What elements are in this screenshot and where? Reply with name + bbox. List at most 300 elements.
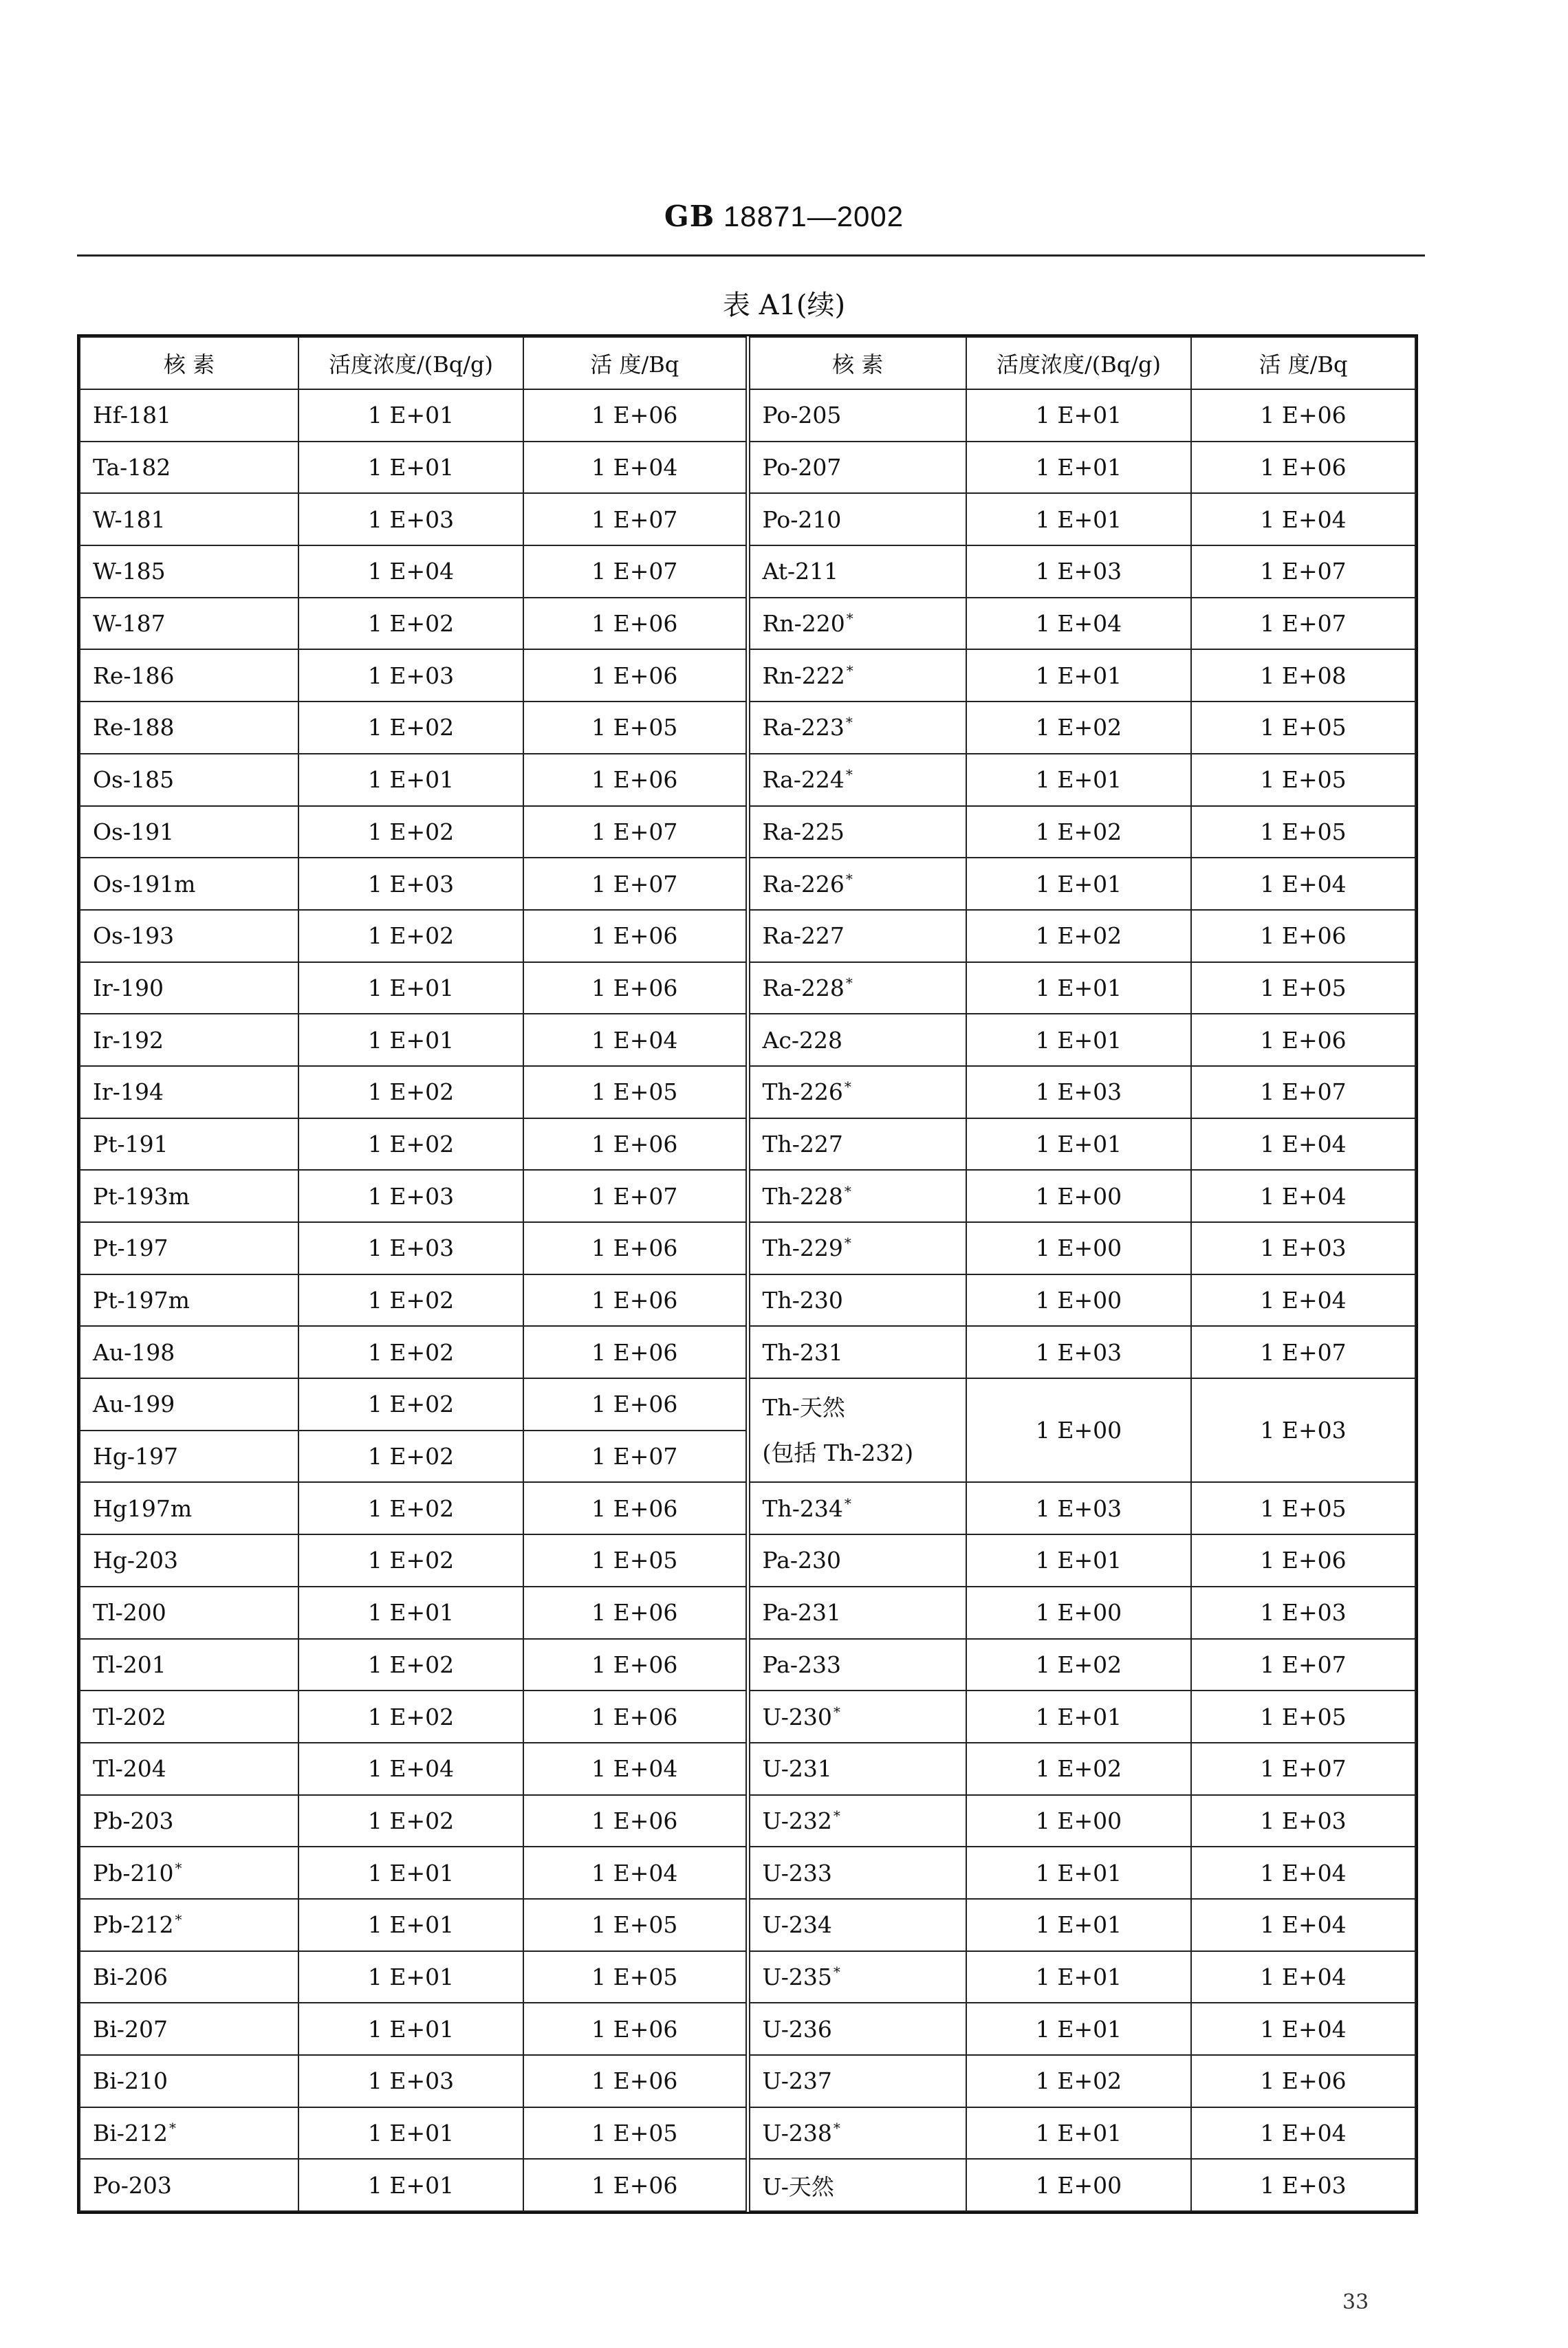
- footnote-mark: *: [845, 766, 853, 783]
- nuclide-table: [79, 336, 1416, 2212]
- nuclide-name: Th-234: [762, 1494, 843, 1522]
- table-row: [80, 1951, 1415, 2003]
- concentration-cell: 1 E+02: [966, 702, 1191, 754]
- nuclide-name: Os-191: [93, 818, 175, 845]
- nuclide-name-note: (包括 Th-232): [762, 1439, 914, 1466]
- nuclide-cell: [80, 1170, 298, 1222]
- activity-cell: 1 E+06: [1191, 2055, 1415, 2107]
- nuclide-name: Rn-222: [762, 662, 845, 689]
- standard-number: 18871—2002: [723, 200, 904, 232]
- nuclide-name: Th-231: [762, 1338, 843, 1366]
- nuclide-name: Ir-192: [93, 1026, 164, 1054]
- nuclide-name: Tl-200: [93, 1599, 166, 1627]
- nuclide-name: Bi-210: [93, 2067, 168, 2095]
- concentration-cell: 1 E+02: [298, 702, 523, 754]
- nuclide-cell: [80, 1274, 298, 1327]
- footnote-mark: *: [845, 974, 853, 991]
- concentration-cell: 1 E+01: [966, 1899, 1191, 1951]
- nuclide-name: U-天然: [762, 2173, 834, 2200]
- concentration-cell: 1 E+01: [966, 962, 1191, 1014]
- col-header-concentration-left: 活度浓度/(Bq/g): [298, 337, 523, 389]
- activity-cell: 1 E+05: [523, 1066, 748, 1118]
- nuclide-cell: [748, 1795, 966, 1847]
- nuclide-cell: [748, 2003, 966, 2055]
- activity-cell: 1 E+04: [1191, 1118, 1415, 1171]
- concentration-cell: 1 E+01: [298, 962, 523, 1014]
- nuclide-cell: [748, 1378, 966, 1482]
- activity-cell: 1 E+06: [523, 1482, 748, 1534]
- nuclide-name: Tl-202: [93, 1703, 166, 1730]
- activity-cell: 1 E+04: [1191, 1170, 1415, 1222]
- activity-cell: 1 E+06: [1191, 910, 1415, 962]
- nuclide-cell: [80, 1326, 298, 1378]
- nuclide-name: Pa-230: [762, 1547, 842, 1574]
- nuclide-cell: [748, 1639, 966, 1691]
- concentration-cell: 1 E+01: [966, 858, 1191, 910]
- nuclide-name: Pb-210: [93, 1859, 174, 1887]
- nuclide-cell: [748, 754, 966, 806]
- activity-cell: 1 E+06: [1191, 1014, 1415, 1066]
- concentration-cell: 1 E+02: [298, 1795, 523, 1847]
- nuclide-cell: [748, 1066, 966, 1118]
- footnote-mark: *: [833, 2120, 840, 2137]
- nuclide-name: U-234: [762, 1911, 832, 1939]
- col-header-nuclide-left: 核 素: [80, 337, 298, 389]
- nuclide-cell: [80, 1951, 298, 2003]
- nuclide-cell: [748, 702, 966, 754]
- concentration-cell: 1 E+03: [298, 493, 523, 545]
- footnote-mark: *: [833, 1703, 840, 1720]
- standard-prefix: GB: [664, 199, 715, 233]
- activity-cell: 1 E+06: [523, 649, 748, 702]
- table-row: [80, 1274, 1415, 1327]
- concentration-cell: 1 E+01: [966, 2107, 1191, 2160]
- concentration-cell: 1 E+03: [966, 1326, 1191, 1378]
- nuclide-name: Pt-193m: [93, 1182, 190, 1210]
- nuclide-name: Bi-206: [93, 1963, 168, 1990]
- nuclide-name: Hg197m: [93, 1494, 193, 1522]
- activity-cell: 1 E+06: [523, 2055, 748, 2107]
- nuclide-name: Au-199: [93, 1391, 175, 1418]
- concentration-cell: 1 E+02: [298, 1639, 523, 1691]
- activity-cell: 1 E+07: [523, 1170, 748, 1222]
- footnote-mark: *: [844, 1078, 851, 1096]
- table-row: [80, 1326, 1415, 1378]
- footnote-mark: *: [175, 1859, 182, 1876]
- nuclide-name: At-211: [762, 558, 839, 585]
- activity-cell: 1 E+05: [523, 702, 748, 754]
- activity-cell: 1 E+07: [523, 493, 748, 545]
- nuclide-name: Hg-203: [93, 1547, 179, 1574]
- nuclide-name: U-236: [762, 2015, 832, 2043]
- nuclide-cell: [80, 1743, 298, 1795]
- footnote-mark: *: [844, 1182, 851, 1199]
- nuclide-name: Ra-225: [762, 818, 845, 845]
- concentration-cell: 1 E+03: [966, 1482, 1191, 1534]
- nuclide-name: Th-228: [762, 1182, 843, 1210]
- activity-cell: 1 E+05: [523, 1951, 748, 2003]
- activity-cell: 1 E+06: [523, 389, 748, 442]
- concentration-cell: 1 E+01: [298, 2107, 523, 2160]
- nuclide-name: U-235: [762, 1963, 832, 1990]
- activity-cell: 1 E+05: [523, 1534, 748, 1587]
- nuclide-cell: [748, 649, 966, 702]
- nuclide-cell: [748, 1170, 966, 1222]
- nuclide-cell: [80, 910, 298, 962]
- activity-cell: 1 E+06: [523, 962, 748, 1014]
- activity-cell: 1 E+06: [523, 754, 748, 806]
- nuclide-name: Pa-231: [762, 1599, 842, 1627]
- activity-cell: 1 E+06: [523, 1222, 748, 1274]
- standard-code: [0, 199, 1568, 233]
- concentration-cell: 1 E+01: [966, 1951, 1191, 2003]
- nuclide-cell: [748, 1118, 966, 1171]
- activity-cell: 1 E+06: [523, 1691, 748, 1743]
- nuclide-name: Rn-220: [762, 610, 845, 638]
- activity-cell: 1 E+07: [1191, 545, 1415, 598]
- nuclide-cell: [80, 442, 298, 494]
- nuclide-cell: [80, 1847, 298, 1899]
- concentration-cell: 1 E+04: [298, 545, 523, 598]
- table-row: [80, 1639, 1415, 1691]
- nuclide-name: Pb-212: [93, 1911, 174, 1939]
- activity-cell: 1 E+06: [523, 1274, 748, 1327]
- table-row: [80, 754, 1415, 806]
- nuclide-cell: [80, 649, 298, 702]
- nuclide-name: Ta-182: [93, 454, 171, 481]
- nuclide-name: Os-185: [93, 766, 175, 794]
- nuclide-name: Pt-197: [93, 1235, 168, 1262]
- nuclide-cell: [80, 1795, 298, 1847]
- concentration-cell: 1 E+01: [966, 1014, 1191, 1066]
- concentration-cell: 1 E+01: [966, 754, 1191, 806]
- nuclide-cell: [748, 2159, 966, 2211]
- activity-cell: 1 E+05: [1191, 1691, 1415, 1743]
- nuclide-cell: [80, 2055, 298, 2107]
- activity-cell: 1 E+06: [1191, 442, 1415, 494]
- concentration-cell: 1 E+01: [966, 1534, 1191, 1587]
- concentration-cell: 1 E+02: [298, 1534, 523, 1587]
- activity-cell: 1 E+06: [1191, 389, 1415, 442]
- table-row: [80, 1170, 1415, 1222]
- nuclide-name: Pb-203: [93, 1807, 174, 1834]
- nuclide-cell: [80, 702, 298, 754]
- nuclide-cell: [748, 1847, 966, 1899]
- activity-cell: 1 E+06: [523, 1795, 748, 1847]
- activity-cell: 1 E+06: [523, 1639, 748, 1691]
- nuclide-cell: [748, 1743, 966, 1795]
- nuclide-cell: [748, 1534, 966, 1587]
- table-row: [80, 1587, 1415, 1639]
- nuclide-cell: [748, 389, 966, 442]
- concentration-cell: 1 E+02: [298, 1482, 523, 1534]
- activity-cell: 1 E+05: [1191, 1482, 1415, 1534]
- table-row: [80, 1066, 1415, 1118]
- concentration-cell: 1 E+01: [966, 649, 1191, 702]
- activity-cell: 1 E+06: [523, 1378, 748, 1431]
- concentration-cell: 1 E+00: [966, 1795, 1191, 1847]
- nuclide-cell: [748, 910, 966, 962]
- table-row: [80, 493, 1415, 545]
- nuclide-name: Os-191m: [93, 870, 196, 898]
- nuclide-cell: [80, 545, 298, 598]
- nuclide-name: W-185: [93, 558, 166, 585]
- nuclide-name: Po-203: [93, 2171, 172, 2199]
- concentration-cell: 1 E+01: [966, 1118, 1191, 1171]
- activity-cell: 1 E+07: [1191, 1743, 1415, 1795]
- nuclide-name: W-187: [93, 610, 166, 638]
- concentration-cell: 1 E+01: [966, 1847, 1191, 1899]
- concentration-cell: 1 E+01: [298, 1951, 523, 2003]
- activity-cell: 1 E+06: [523, 2003, 748, 2055]
- table-row: [80, 858, 1415, 910]
- nuclide-name: Hg-197: [93, 1443, 179, 1470]
- table-row: [80, 962, 1415, 1014]
- activity-cell: 1 E+04: [1191, 2107, 1415, 2160]
- table-row: [80, 1847, 1415, 1899]
- concentration-cell: 1 E+02: [966, 910, 1191, 962]
- nuclide-cell: [748, 1899, 966, 1951]
- nuclide-name: Bi-207: [93, 2015, 168, 2043]
- nuclide-cell: [748, 1691, 966, 1743]
- nuclide-cell: [748, 806, 966, 858]
- activity-cell: 1 E+07: [1191, 1639, 1415, 1691]
- nuclide-cell: [748, 962, 966, 1014]
- concentration-cell: 1 E+01: [966, 493, 1191, 545]
- activity-cell: 1 E+07: [523, 545, 748, 598]
- activity-cell: 1 E+06: [523, 1326, 748, 1378]
- table-row: [80, 1534, 1415, 1587]
- nuclide-name: Po-205: [762, 402, 842, 429]
- table-row: [80, 1222, 1415, 1274]
- nuclide-cell: [748, 545, 966, 598]
- table-row: [80, 1691, 1415, 1743]
- nuclide-name: Ir-194: [93, 1078, 164, 1106]
- nuclide-cell: [748, 493, 966, 545]
- activity-cell: 1 E+04: [1191, 493, 1415, 545]
- footnote-mark: *: [175, 1911, 182, 1928]
- table-title: 表 A1(续): [722, 290, 846, 321]
- table-row: [80, 1118, 1415, 1171]
- nuclide-cell: [748, 442, 966, 494]
- table-row: [80, 1014, 1415, 1066]
- table-row: [80, 2159, 1415, 2211]
- nuclide-name: Re-186: [93, 662, 175, 689]
- col-header-activity-left: 活 度/Bq: [523, 337, 748, 389]
- table-row: [80, 702, 1415, 754]
- nuclide-cell: [80, 1587, 298, 1639]
- concentration-cell: 1 E+00: [966, 1378, 1191, 1482]
- activity-cell: 1 E+06: [1191, 1534, 1415, 1587]
- activity-cell: 1 E+05: [1191, 806, 1415, 858]
- nuclide-name: Os-193: [93, 922, 175, 950]
- nuclide-name: Tl-204: [93, 1755, 166, 1783]
- activity-cell: 1 E+06: [523, 2159, 748, 2211]
- activity-cell: 1 E+03: [1191, 1587, 1415, 1639]
- concentration-cell: 1 E+04: [298, 1743, 523, 1795]
- concentration-cell: 1 E+02: [298, 1378, 523, 1431]
- activity-cell: 1 E+07: [1191, 598, 1415, 650]
- nuclide-cell: [80, 1899, 298, 1951]
- nuclide-name: U-230: [762, 1703, 832, 1730]
- table-row: [80, 598, 1415, 650]
- footnote-mark: *: [846, 662, 853, 679]
- nuclide-name: Re-188: [93, 714, 175, 741]
- table-row: [80, 910, 1415, 962]
- concentration-cell: 1 E+01: [298, 754, 523, 806]
- table-row: [80, 1743, 1415, 1795]
- activity-cell: 1 E+07: [523, 858, 748, 910]
- activity-cell: 1 E+06: [523, 1118, 748, 1171]
- activity-cell: 1 E+04: [1191, 1899, 1415, 1951]
- nuclide-name: Ra-224: [762, 766, 845, 794]
- activity-cell: 1 E+03: [1191, 1378, 1415, 1482]
- table-row: [80, 1378, 1415, 1431]
- nuclide-cell: [80, 1639, 298, 1691]
- concentration-cell: 1 E+02: [298, 806, 523, 858]
- activity-cell: 1 E+04: [1191, 2003, 1415, 2055]
- nuclide-cell: [80, 2159, 298, 2211]
- concentration-cell: 1 E+03: [298, 1222, 523, 1274]
- nuclide-cell: [80, 389, 298, 442]
- table-row: [80, 806, 1415, 858]
- activity-cell: 1 E+04: [523, 1847, 748, 1899]
- table-header-row: [80, 337, 1415, 389]
- concentration-cell: 1 E+00: [966, 2159, 1191, 2211]
- nuclide-cell: [80, 1534, 298, 1587]
- table-row: [80, 1795, 1415, 1847]
- page-number: 33: [1342, 2290, 1369, 2314]
- concentration-cell: 1 E+02: [966, 1743, 1191, 1795]
- concentration-cell: 1 E+01: [298, 1587, 523, 1639]
- activity-cell: 1 E+05: [523, 2107, 748, 2160]
- nuclide-name: Hf-181: [93, 402, 171, 429]
- nuclide-cell: [748, 1951, 966, 2003]
- nuclide-cell: [80, 1378, 298, 1431]
- nuclide-name: Ra-228: [762, 974, 845, 1001]
- nuclide-name: W-181: [93, 506, 166, 533]
- nuclide-name: Th-230: [762, 1287, 843, 1314]
- footnote-mark: *: [844, 1494, 851, 1512]
- nuclide-name: Pa-233: [762, 1651, 842, 1678]
- nuclide-cell: [80, 754, 298, 806]
- table-row: [80, 389, 1415, 442]
- concentration-cell: 1 E+02: [298, 1274, 523, 1327]
- nuclide-cell: [748, 1222, 966, 1274]
- nuclide-cell: [80, 1482, 298, 1534]
- col-header-activity-right: 活 度/Bq: [1191, 337, 1415, 389]
- nuclide-cell: [748, 1326, 966, 1378]
- table-row: [80, 1899, 1415, 1951]
- nuclide-cell: [80, 2003, 298, 2055]
- nuclide-name: Pt-191: [93, 1130, 168, 1157]
- concentration-cell: 1 E+03: [298, 1170, 523, 1222]
- concentration-cell: 1 E+02: [298, 598, 523, 650]
- activity-cell: 1 E+05: [1191, 754, 1415, 806]
- activity-cell: 1 E+06: [523, 598, 748, 650]
- nuclide-name: U-238: [762, 2120, 832, 2147]
- activity-cell: 1 E+04: [1191, 1274, 1415, 1327]
- concentration-cell: 1 E+03: [966, 1066, 1191, 1118]
- activity-cell: 1 E+07: [1191, 1326, 1415, 1378]
- activity-cell: 1 E+03: [1191, 2159, 1415, 2211]
- concentration-cell: 1 E+01: [298, 442, 523, 494]
- nuclide-name: Bi-212: [93, 2120, 168, 2147]
- activity-cell: 1 E+07: [523, 1431, 748, 1483]
- nuclide-name: Ra-227: [762, 922, 845, 950]
- concentration-cell: 1 E+01: [298, 1899, 523, 1951]
- concentration-cell: 1 E+01: [966, 1691, 1191, 1743]
- activity-cell: 1 E+08: [1191, 649, 1415, 702]
- footnote-mark: *: [845, 714, 853, 731]
- activity-cell: 1 E+07: [523, 806, 748, 858]
- table-row: [80, 545, 1415, 598]
- table-row: [80, 649, 1415, 702]
- activity-cell: 1 E+04: [1191, 1951, 1415, 2003]
- activity-cell: 1 E+05: [1191, 962, 1415, 1014]
- activity-cell: 1 E+03: [1191, 1222, 1415, 1274]
- footnote-mark: *: [168, 2120, 176, 2137]
- concentration-cell: 1 E+03: [298, 649, 523, 702]
- footnote-mark: *: [833, 1807, 840, 1824]
- nuclide-cell: [748, 2107, 966, 2160]
- nuclide-cell: [748, 1014, 966, 1066]
- nuclide-cell: [80, 1222, 298, 1274]
- nuclide-cell: [80, 598, 298, 650]
- nuclide-name: Po-210: [762, 506, 842, 533]
- nuclide-cell: [748, 2055, 966, 2107]
- concentration-cell: 1 E+00: [966, 1222, 1191, 1274]
- table-row: [80, 442, 1415, 494]
- nuclide-name: Ra-226: [762, 870, 845, 898]
- nuclide-cell: [748, 598, 966, 650]
- nuclide-cell: [80, 1066, 298, 1118]
- nuclide-name: Th-天然: [762, 1393, 845, 1421]
- activity-cell: 1 E+04: [1191, 858, 1415, 910]
- nuclide-cell: [80, 1014, 298, 1066]
- concentration-cell: 1 E+01: [298, 389, 523, 442]
- concentration-cell: 1 E+01: [966, 389, 1191, 442]
- concentration-cell: 1 E+02: [298, 910, 523, 962]
- nuclide-name: Ra-223: [762, 714, 845, 741]
- activity-cell: 1 E+04: [523, 1743, 748, 1795]
- activity-cell: 1 E+07: [1191, 1066, 1415, 1118]
- activity-cell: 1 E+04: [1191, 1847, 1415, 1899]
- concentration-cell: 1 E+01: [966, 2003, 1191, 2055]
- concentration-cell: 1 E+03: [966, 545, 1191, 598]
- activity-cell: 1 E+05: [1191, 702, 1415, 754]
- footnote-mark: *: [845, 870, 853, 887]
- nuclide-name: U-232: [762, 1807, 832, 1834]
- concentration-cell: 1 E+01: [966, 442, 1191, 494]
- concentration-cell: 1 E+01: [298, 2003, 523, 2055]
- concentration-cell: 1 E+02: [298, 1066, 523, 1118]
- activity-cell: 1 E+06: [523, 910, 748, 962]
- concentration-cell: 1 E+03: [298, 2055, 523, 2107]
- concentration-cell: 1 E+02: [298, 1118, 523, 1171]
- concentration-cell: 1 E+04: [966, 598, 1191, 650]
- concentration-cell: 1 E+01: [298, 2159, 523, 2211]
- table-row: [80, 1482, 1415, 1534]
- table-frame: [77, 334, 1418, 2214]
- nuclide-cell: [748, 1274, 966, 1327]
- concentration-cell: 1 E+00: [966, 1170, 1191, 1222]
- table-row: [80, 2055, 1415, 2107]
- concentration-cell: 1 E+02: [966, 2055, 1191, 2107]
- nuclide-name: U-233: [762, 1859, 832, 1887]
- concentration-cell: 1 E+02: [298, 1431, 523, 1483]
- nuclide-cell: [80, 493, 298, 545]
